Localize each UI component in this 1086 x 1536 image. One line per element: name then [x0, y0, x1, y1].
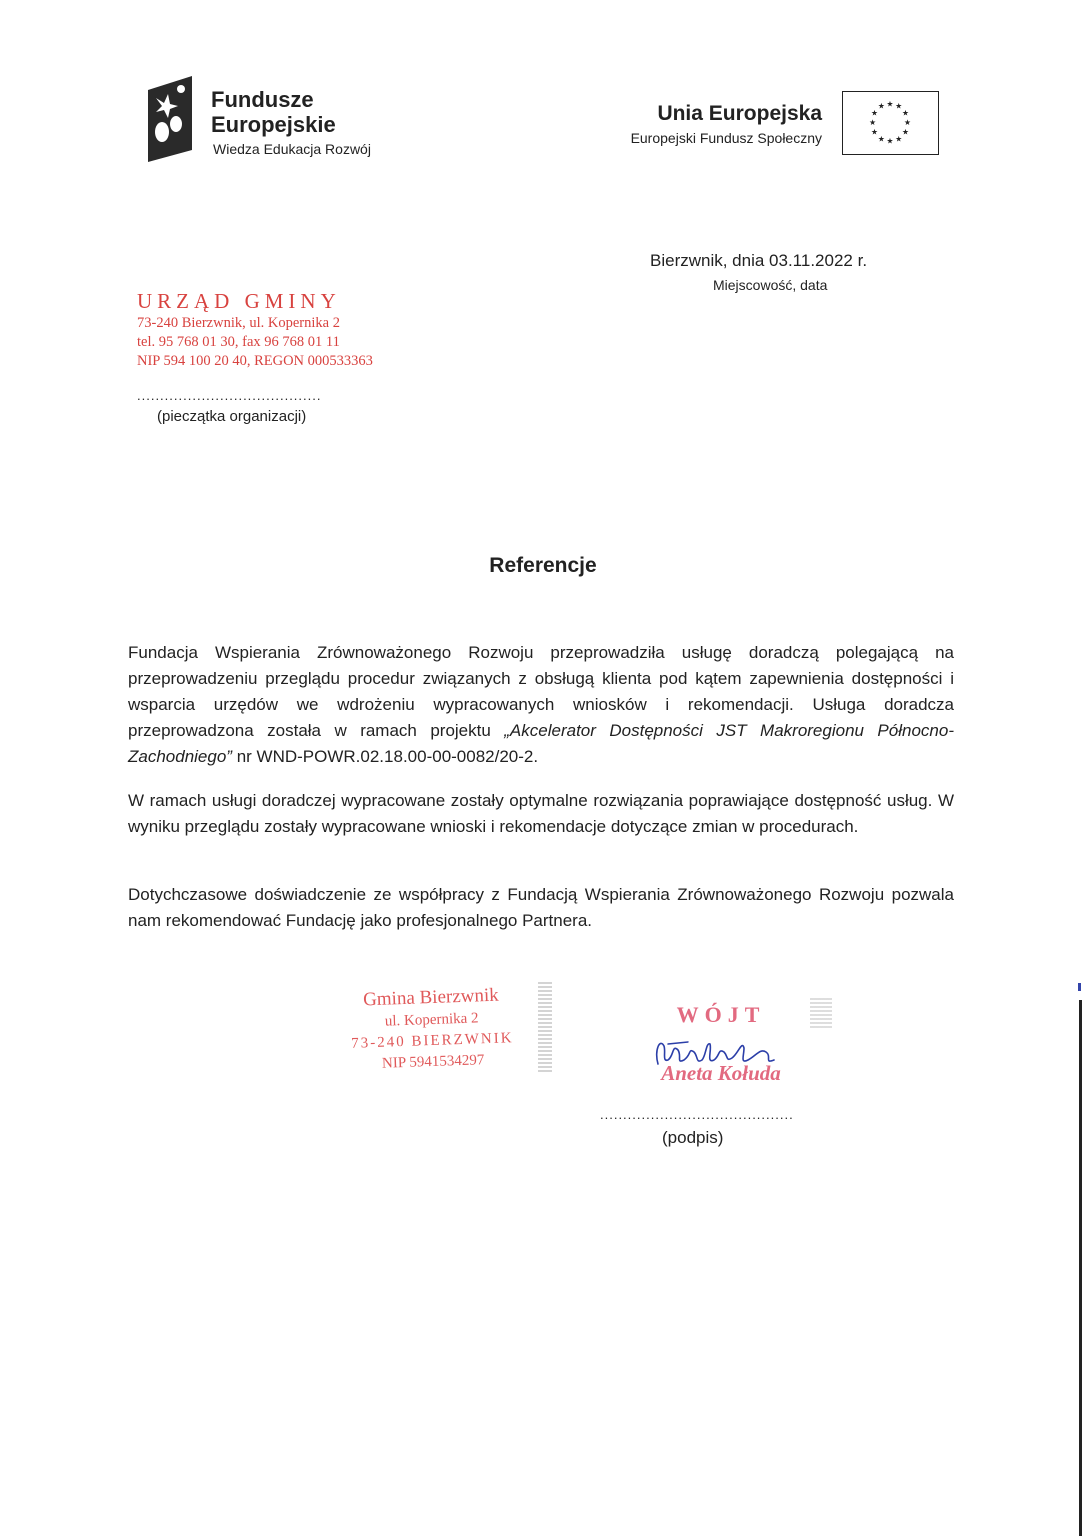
svg-text:★: ★ — [895, 101, 903, 111]
gmina-stamp-line3: 73-240 BIERZWNIK — [350, 1030, 514, 1052]
svg-text:★: ★ — [886, 99, 894, 109]
svg-text:★: ★ — [877, 134, 885, 144]
office-stamp-line3: tel. 95 768 01 30, fax 96 768 01 11 — [137, 334, 340, 350]
gmina-stamp — [331, 982, 534, 1077]
stamp-edge-artifact — [538, 982, 552, 1074]
wojt-stamp-title: WÓJT — [676, 1002, 766, 1027]
body-paragraph-1-end: nr WND-POWR.02.18.00-00-0082/20-2. — [231, 747, 539, 766]
stamp-edge-artifact-2 — [810, 998, 832, 1028]
svg-text:★: ★ — [886, 136, 894, 146]
body-paragraph-3: Dotychczasowe doświadczenie ze współpracy z Fundacją Wspierania Zrównoważonego Rozwoju pozwala nam rekomendować Fundację jako profesjonalnego Partnera. — [128, 885, 954, 930]
gmina-stamp-line4: NIP 5941534297 — [381, 1052, 485, 1072]
office-stamp-line4: NIP 594 100 20 40, REGON 000533363 — [137, 353, 373, 369]
stamp-caption: (pieczątka organizacji) — [157, 408, 307, 425]
office-stamp — [137, 288, 373, 371]
gmina-stamp-line2: ul. Kopernika 2 — [384, 1010, 479, 1030]
scan-edge-line — [1079, 1000, 1082, 1536]
gmina-stamp-line1: Gmina Bierzwnik — [362, 984, 500, 1011]
ue-logo-title: Unia Europejska — [657, 102, 822, 125]
signature-caption: (podpis) — [662, 1128, 724, 1147]
svg-text:★: ★ — [902, 108, 909, 118]
svg-text:★: ★ — [877, 101, 885, 111]
svg-text:★: ★ — [871, 127, 878, 137]
office-stamp-line2: 73-240 Bierzwnik, ul. Kopernika 2 — [137, 315, 340, 331]
body-paragraph-1 — [128, 640, 954, 770]
project-name: „Akcelerator Dostępności JST Makroregionu Północno-Zachodniego” — [128, 721, 954, 766]
fe-logo-title-line1: Fundusze — [211, 87, 314, 112]
fe-logo-subtitle: Wiedza Edukacja Rozwój — [213, 141, 371, 157]
scan-edge-mark — [1078, 983, 1081, 991]
svg-text:★: ★ — [869, 117, 877, 127]
svg-text:★: ★ — [902, 127, 909, 137]
office-stamp-line1: URZĄD GMINY — [137, 289, 341, 313]
handwritten-signature — [648, 1030, 788, 1076]
fe-logo-title-line2: Europejskie — [211, 112, 336, 137]
svg-text:★: ★ — [871, 108, 878, 118]
signature-placeholder-dots: .......................................... — [600, 1107, 794, 1122]
body-paragraph-1-start: Fundacja Wspierania Zrównoważonego Rozwoju przeprowadziła usługę doradczą polegającą na przeprowadzeniu przeglądu procedur związanych z obsługą klienta pod kątem zapewnienia dostępności i wsparcia urzędów we wdrożeniu wypracowanych wniosków i rekomendacji. Usługa doradcza przeprowadzona została w ramach projektu — [128, 643, 954, 740]
body-paragraph-2: W ramach usługi doradczej wypracowane zostały optymalne rozwiązania poprawiające dostępność usług. W wyniku przeglądu zostały wypracowane wnioski i rekomendacje dotyczące zmian w procedurach. — [128, 791, 954, 836]
wojt-stamp-name: Aneta Kołuda — [661, 1061, 781, 1085]
eu-funds-logo-icon — [148, 76, 192, 162]
ue-logo-subtitle: Europejski Fundusz Społeczny — [630, 130, 822, 146]
document-title: Referencje — [489, 554, 597, 577]
svg-text:★: ★ — [895, 134, 903, 144]
date-label: Miejscowość, data — [713, 277, 828, 293]
stamp-placeholder-dots: ........................................ — [137, 388, 322, 403]
svg-text:★: ★ — [903, 117, 911, 127]
eu-flag-icon — [842, 91, 939, 155]
date-line: Bierzwnik, dnia 03.11.2022 r. — [650, 251, 868, 270]
